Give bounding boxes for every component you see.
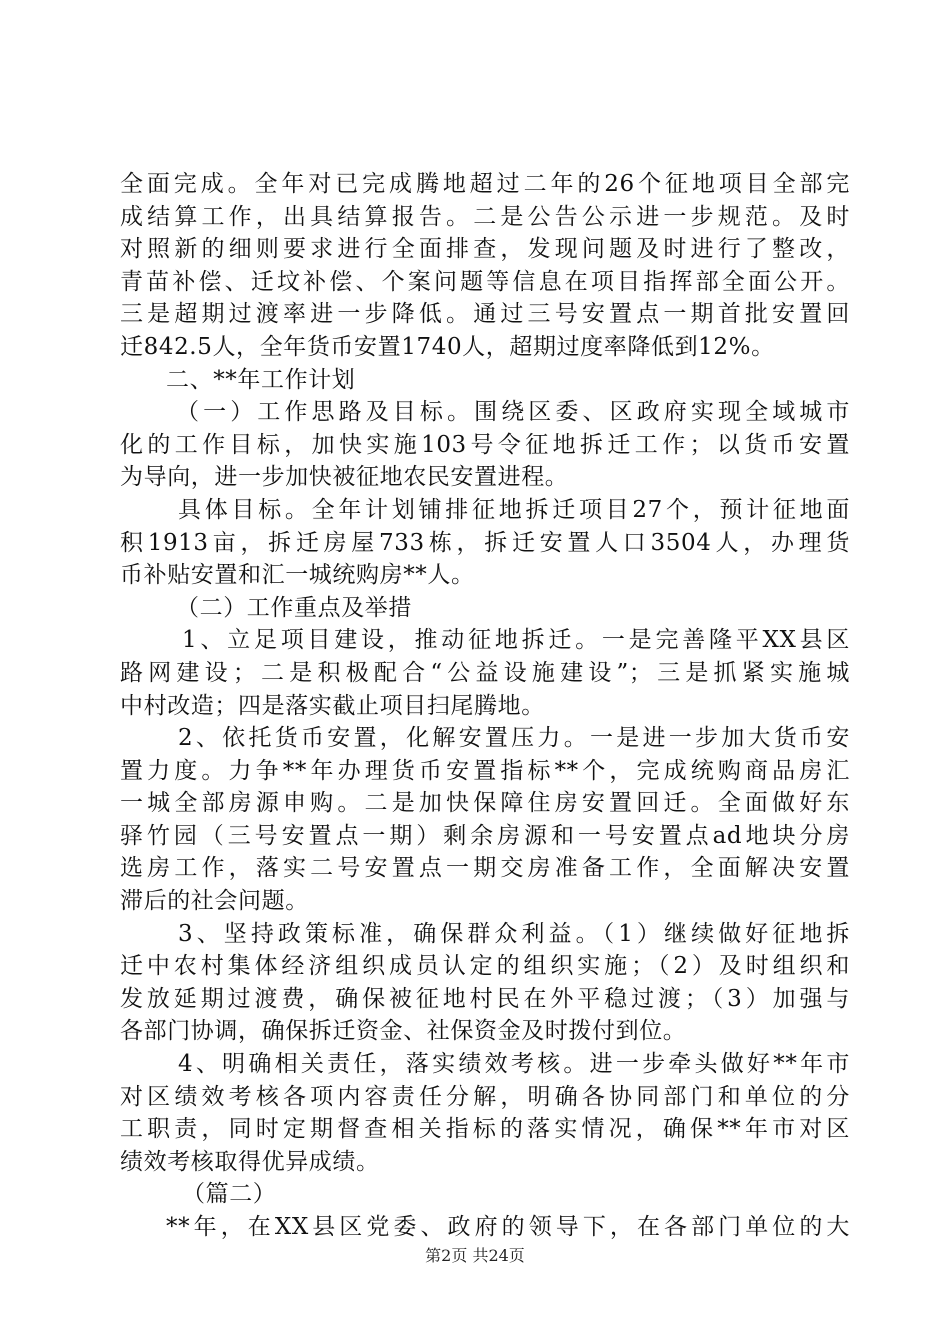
- section-heading: （篇二）: [182, 1181, 277, 1208]
- text-line: 三是超期过渡率进一步降低。通过三号安置点一期首批安置回: [120, 301, 850, 328]
- section-heading: 二、**年工作计划: [166, 366, 356, 393]
- text-line: 为导向，进一步加快被征地农民安置进程。: [120, 464, 569, 491]
- document-body: [120, 168, 850, 1244]
- text-line: 滞后的社会问题。: [120, 888, 309, 915]
- text-line: 青苗补偿、迁坟补偿、个案问题等信息在项目指挥部全面公开。: [120, 268, 850, 295]
- text-line: 迁中农村集体经济组织成员认定的组织实施；（2）及时组织和: [120, 953, 850, 980]
- text-line: 1、立足项目建设，推动征地拆迁。一是完善隆平XX县区: [182, 627, 850, 654]
- text-line: 3、坚持政策标准，确保群众利益。（1）继续做好征地拆: [178, 920, 850, 947]
- text-line: 具体目标。全年计划铺排征地拆迁项目27个，预计征地面: [178, 496, 850, 523]
- text-line: 一城全部房源申购。二是加快保障住房安置回迁。全面做好东: [120, 790, 850, 817]
- text-line: 币补贴安置和汇一城统购房**人。: [120, 562, 475, 589]
- text-line: 发放延期过渡费，确保被征地村民在外平稳过渡；（3）加强与: [120, 985, 850, 1012]
- text-line: 对照新的细则要求进行全面排查，发现问题及时进行了整改，: [120, 236, 850, 263]
- text-line: 全面完成。全年对已完成腾地超过二年的26个征地项目全部完: [120, 171, 850, 197]
- page-footer: 第2页 共24页: [425, 1246, 525, 1265]
- text-line: 各部门协调，确保拆迁资金、社保资金及时拨付到位。: [120, 1018, 687, 1045]
- text-line: 绩效考核取得优异成绩。: [120, 1148, 380, 1175]
- text-line: **年，在XX县区党委、政府的领导下，在各部门单位的大: [166, 1214, 850, 1240]
- text-line: 成结算工作，出具结算报告。二是公告公示进一步规范。及时: [120, 203, 850, 230]
- text-line: 4、明确相关责任，落实绩效考核。进一步牵头做好**年市: [178, 1051, 850, 1078]
- text-line: 选房工作，落实二号安置点一期交房准备工作，全面解决安置: [120, 855, 850, 882]
- subsection-heading: （一）工作思路及目标。围绕区委、区政府实现全域城市: [176, 399, 850, 426]
- text-line: 路网建设；二是积极配合“公益设施建设”；三是抓紧实施城: [120, 659, 850, 686]
- text-line: 驿竹园（三号安置点一期）剩余房源和一号安置点ad地块分房: [120, 822, 850, 849]
- text-line: 化的工作目标，加快实施103号令征地拆迁工作；以货币安置: [120, 431, 850, 458]
- subsection-heading: （二）工作重点及举措: [176, 594, 412, 621]
- text-line: 置力度。力争**年办理货币安置指标**个，完成统购商品房汇: [120, 757, 850, 784]
- text-line: 迁842.5人，全年货币安置1740人，超期过度率降低到12%。: [120, 333, 775, 360]
- text-line: 工职责，同时定期督查相关指标的落实情况，确保**年市对区: [120, 1116, 850, 1143]
- text-line: 积1913亩，拆迁房屋733栋，拆迁安置人口3504人，办理货: [120, 529, 850, 556]
- text-line: 2、依托货币安置，化解安置压力。一是进一步加大货币安: [178, 725, 850, 752]
- text-line: 对区绩效考核各项内容责任分解，明确各协同部门和单位的分: [120, 1083, 850, 1110]
- text-line: 中村改造；四是落实截止项目扫尾腾地。: [120, 692, 545, 719]
